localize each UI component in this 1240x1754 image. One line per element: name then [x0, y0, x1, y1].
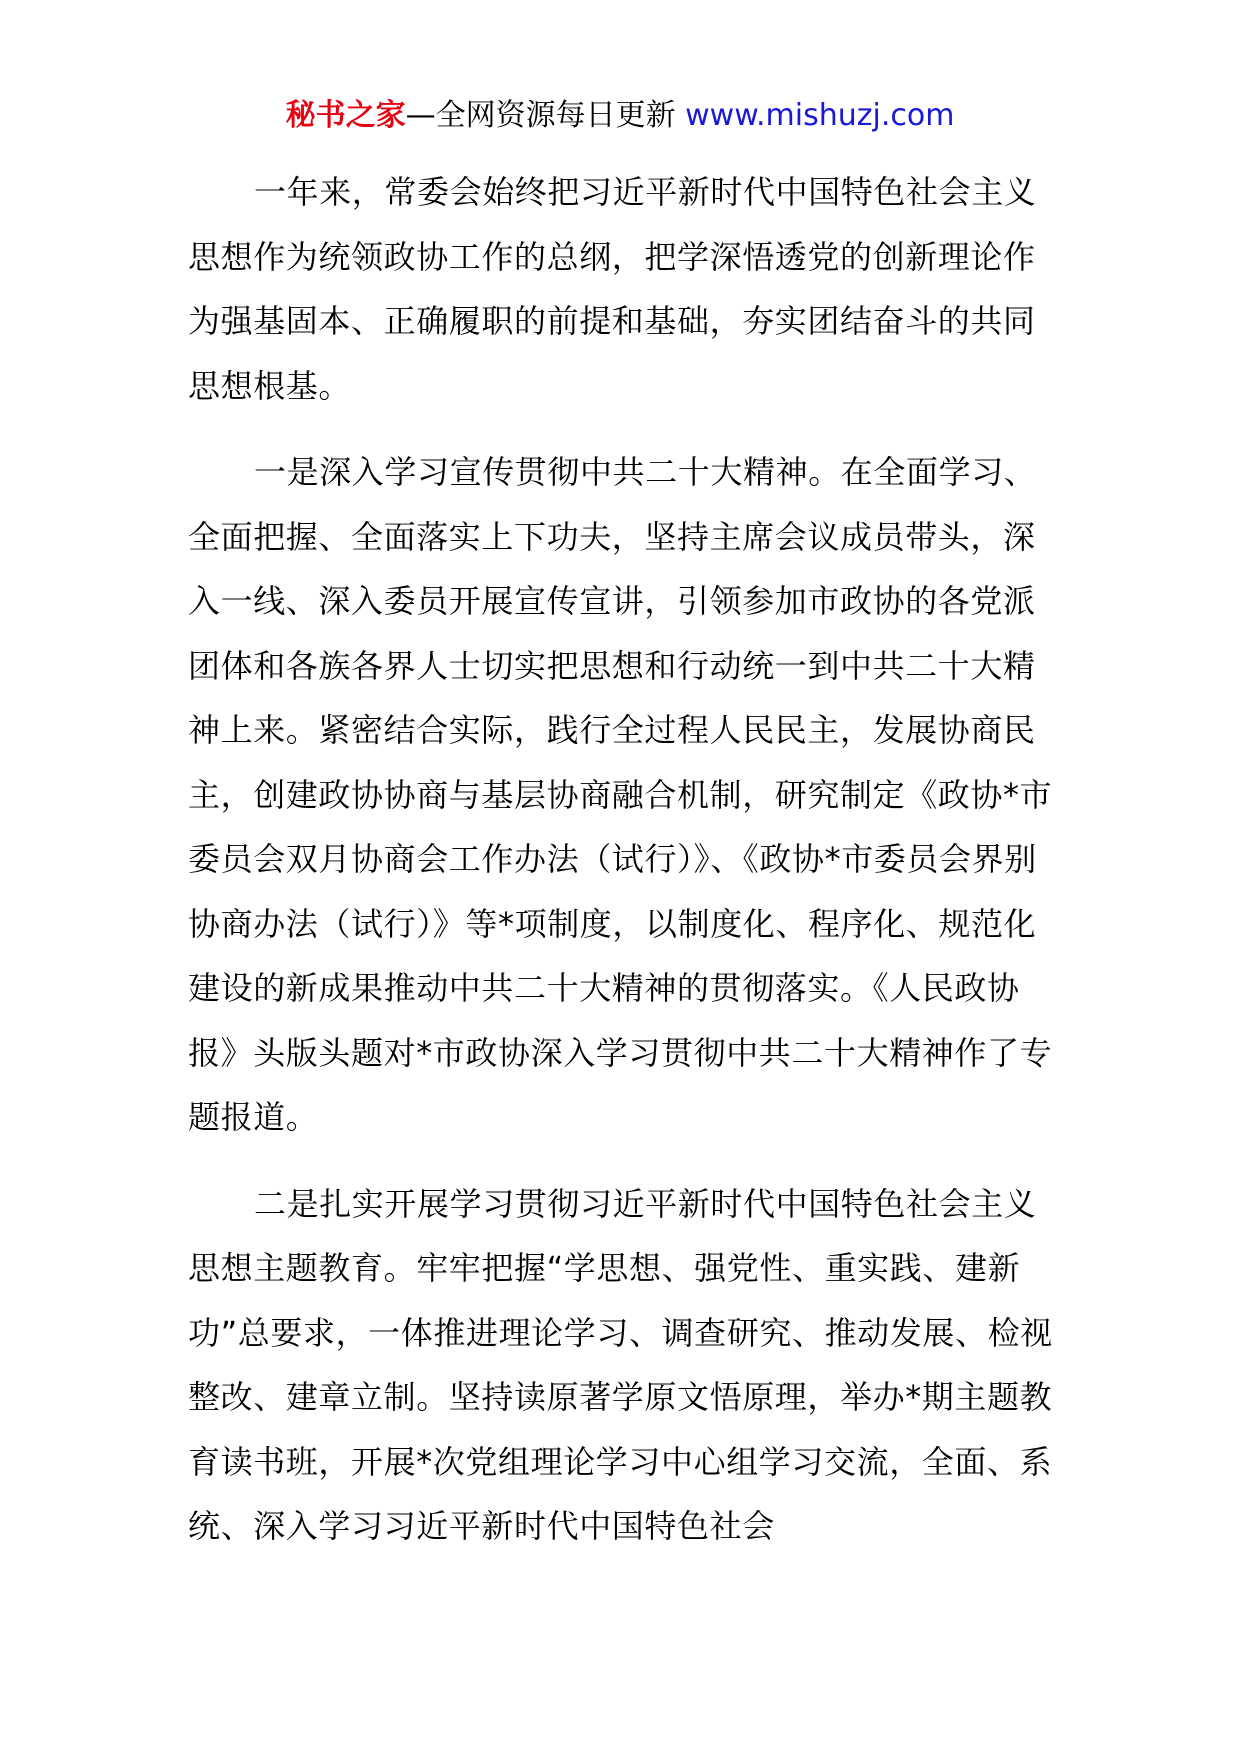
- site-url-link[interactable]: www.mishuzj.com: [685, 98, 955, 133]
- paragraph-point-two: 二是扎实开展学习贯彻习近平新时代中国特色社会主义思想主题教育。牢牢把握“学思想、强党性、重实践、建新功”总要求，一体推进理论学习、调查研究、推动发展、检视整改、建章立制。坚持读原著学原文悟原理，举办*期主题教育读书班，开展*次党组理论学习中心组学习交流，全面、系统、深入学习习近平新时代中国特色社会: [188, 1184, 1053, 1545]
- paragraph-intro: 一年来，常委会始终把习近平新时代中国特色社会主义思想作为统领政协工作的总纲，把学深悟透党的创新理论作为强基固本、正确履职的前提和基础，夯实团结奋斗的共同思想根基。: [188, 173, 1037, 405]
- paragraph-point-one: 一是深入学习宣传贯彻中共二十大精神。在全面学习、全面把握、全面落实上下功夫，坚持主席会议成员带头，深入一线、深入委员开展宣传宣讲，引领参加市政协的各党派团体和各族各界人士切实把思想和行动统一到中共二十大精神上来。紧密结合实际，践行全过程人民民主，发展协商民主，创建政协协商与基层协商融合机制，研究制定《政协*市委员会双月协商会工作办法（试行）》、《政协*市委员会界别协商办法（试行）》等*项制度，以制度化、程序化、规范化建设的新成果推动中共二十大精神的贯彻落实。《人民政协报》头版头题对*市政协深入学习贯彻中共二十大精神作了专题报道。: [188, 453, 1053, 1136]
- site-header: [0, 96, 1240, 136]
- brand-name: 秘书之家: [285, 98, 406, 133]
- document-body: [188, 160, 1066, 1581]
- site-tagline: —全网资源每日更新: [405, 98, 686, 133]
